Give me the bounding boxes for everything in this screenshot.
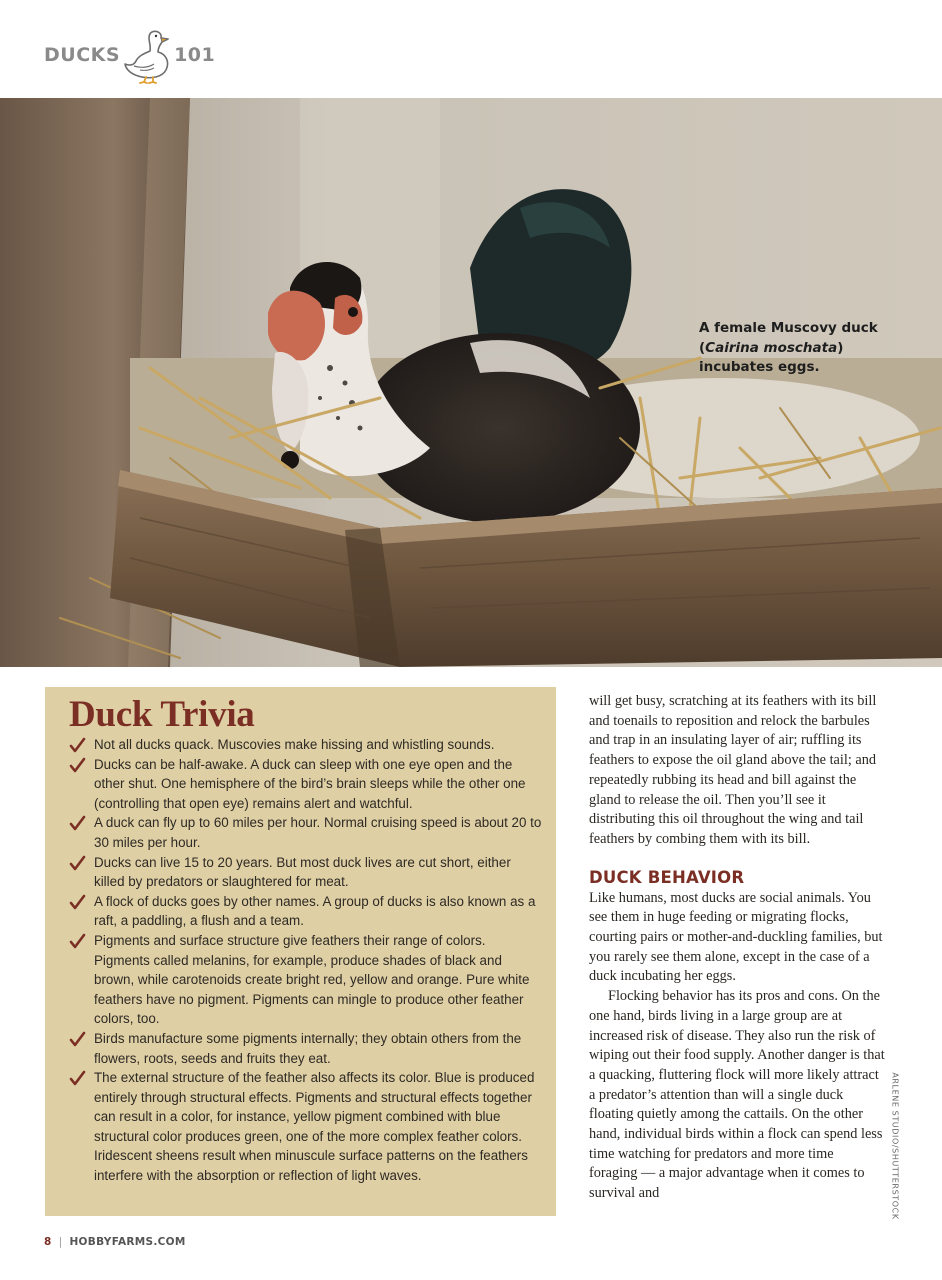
trivia-item (69, 892, 542, 931)
duck-icon (122, 26, 172, 84)
trivia-item-text: A duck can fly up to 60 miles per hour. Normal cruising speed is about 20 to 30 miles per hour. (94, 815, 542, 850)
photo-credit-text: ARLENE STUDIO/SHUTTERSTOCK (890, 1072, 900, 1220)
trivia-title: Duck Trivia (69, 694, 255, 735)
article-paragraph: Like humans, most ducks are social animals. You see them in huge feeding or migrating flocks, courting pairs or mother-and-duckling families, but you rarely see them alone, except in the case of a duck incubating her eggs. (589, 889, 883, 985)
checkmark-icon (69, 1070, 86, 1086)
article-column (589, 692, 885, 1204)
trivia-item-text: A flock of ducks goes by other names. A group of ducks is also known as a raft, a paddling, a flush and a team. (94, 893, 536, 929)
section-heading-duck-behavior: DUCK BEHAVIOR (589, 867, 745, 887)
trivia-item-text: Not all ducks quack. Muscovies make hissing and whistling sounds. (94, 737, 495, 752)
checkmark-icon (69, 1031, 86, 1047)
trivia-item-text: The external structure of the feather also affects its color. Blue is produced entirely through structural effects. Pigments and structural effects together can result in a color, for instance, yellow pigment combined with blue structural color produces green, one of the more complex feather colors. Iridescent sheens result when minuscule surface patterns on the feathers interfere with the absorption or reflection of light waves. (94, 1070, 535, 1184)
article-paragraph: Flocking behavior has its pros and cons. On the one hand, birds living in a large group are at increased risk of disease. They also run the risk of wiping out their food supply. Another danger is that a quacking, fluttering flock will more likely attract a predator’s attention than will a single duck floating quietly among the cattails. On the other hand, individual birds within a flock can spend less time watching for predators and more time foraging — a major advantage when it comes to survival and (589, 988, 885, 1202)
caption-species: Cairina moschata (705, 339, 838, 356)
checkmark-icon (69, 894, 86, 910)
duck-trivia-box (45, 687, 556, 1216)
caption-line1: A female Muscovy duck (699, 320, 878, 336)
trivia-item-text: Birds manufacture some pigments internally; they obtain others from the flowers, roots, seeds and fruits they eat. (94, 1030, 522, 1066)
checkmark-icon (69, 855, 86, 871)
checkmark-icon (69, 737, 86, 753)
trivia-item (69, 1029, 542, 1068)
logo-word-ducks: DUCKS (44, 44, 121, 66)
footer-site-link[interactable]: HOBBYFARMS.COM (69, 1236, 186, 1248)
trivia-item-text: Pigments and surface structure give feathers their range of colors. Pigments called melanins, for example, produce shades of black and brown, while carotenoids create bright red, yellow and orange. Pure white feathers have no pigment. Pigments can mingle to produce other feather colors, too. (94, 932, 530, 1027)
footer-separator: | (58, 1236, 63, 1248)
trivia-item-text: Ducks can live 15 to 20 years. But most duck lives are cut short, either killed by predators or slaughtered for meat. (94, 854, 511, 890)
checkmark-icon (69, 757, 86, 773)
trivia-item (69, 813, 542, 852)
hero-photo (0, 98, 942, 667)
trivia-item (69, 1068, 542, 1186)
photo-caption: A female Muscovy duck (Cairina moschata) incubates eggs. (699, 320, 878, 375)
checkmark-icon (69, 933, 86, 949)
photo-credit (888, 1072, 902, 1220)
section-logo (44, 26, 215, 84)
trivia-list (69, 735, 542, 1186)
page-number: 8 (44, 1236, 52, 1248)
caption-line3: incubates eggs. (699, 359, 820, 375)
trivia-item (69, 853, 542, 892)
trivia-item (69, 931, 542, 1029)
trivia-item (69, 735, 542, 755)
muscovy-duck-nest-image (0, 98, 942, 667)
page-footer (44, 1236, 186, 1248)
checkmark-icon (69, 815, 86, 831)
article-continuation: will get busy, scratching at its feathers with its bill and toenails to reposition and relock the barbules and trap in an insulating layer of air; ruffling its feathers to expose the oil gland above the tail; and repeatedly rubbing its head and bill against the gland to release the oil. Then you’ll see it distributing this oil throughout the wing and tail feathers by combing them with its bill. (589, 693, 877, 847)
logo-word-101: 101 (174, 44, 216, 66)
trivia-item-text: Ducks can be half-awake. A duck can sleep with one eye open and the other shut. One hemisphere of the bird’s brain sleeps while the other one (controlling that open eye) remains alert and watchful. (94, 756, 526, 811)
trivia-item (69, 755, 542, 814)
